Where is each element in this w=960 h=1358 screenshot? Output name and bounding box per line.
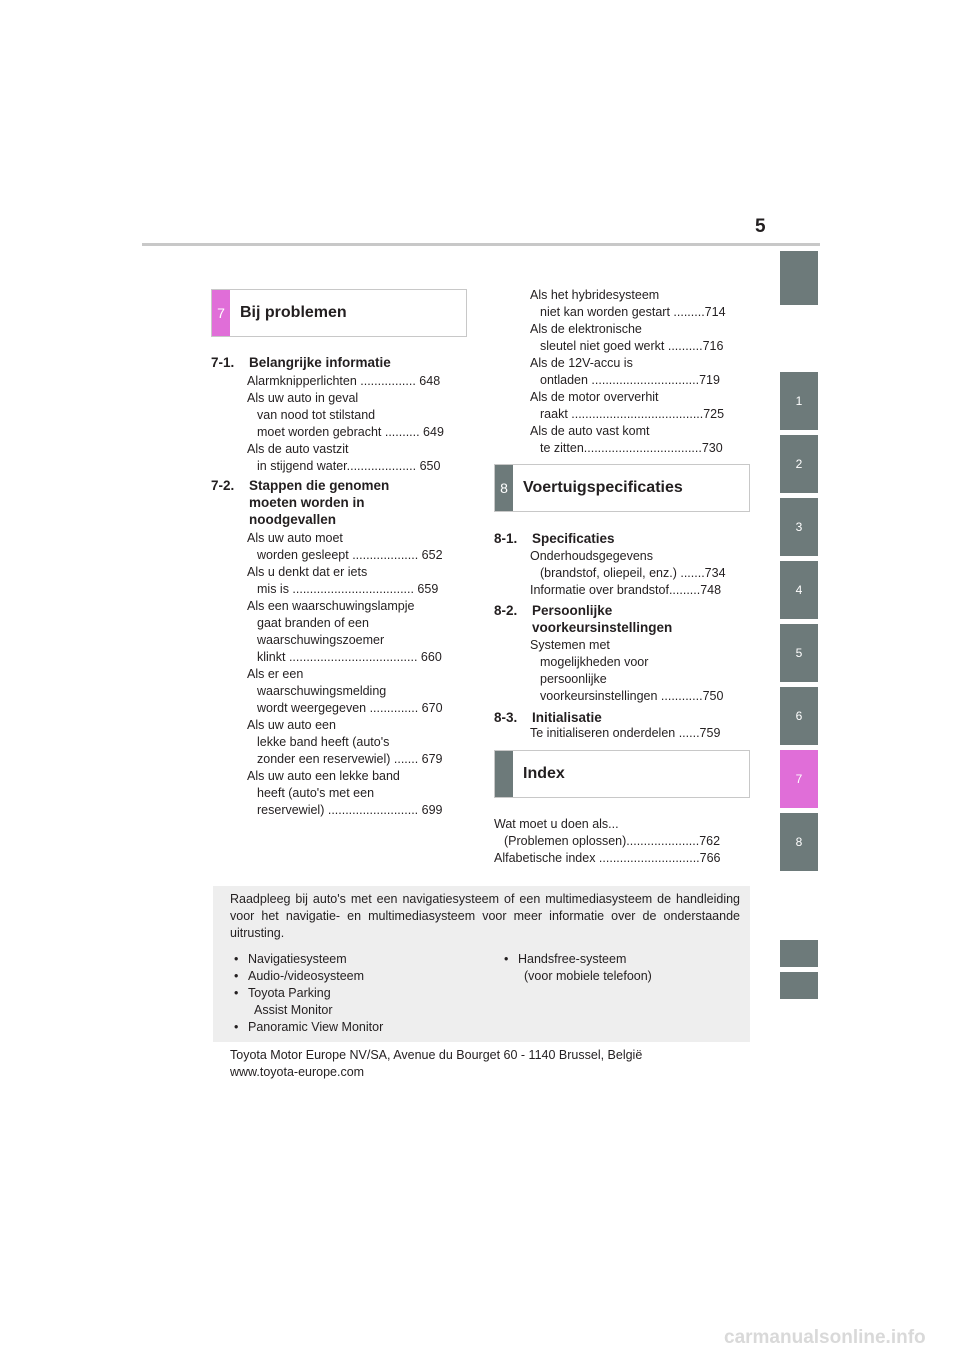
list-item-text: Panoramic View Monitor	[248, 1020, 384, 1034]
side-tab-blank-b[interactable]	[780, 972, 818, 999]
section-number: 8-1.	[494, 531, 518, 546]
page-number: 5	[755, 216, 766, 237]
section-8-1-items	[530, 548, 741, 599]
toc-entry-text: persoonlijke	[540, 672, 607, 686]
toc-entry[interactable]	[247, 390, 458, 441]
top-rule	[142, 243, 820, 246]
toc-entry[interactable]	[247, 666, 458, 717]
toc-entry-text: mogelijkheden voor	[540, 655, 649, 669]
toc-entry-text: zonder een reservewiel) ....... 679	[257, 752, 443, 766]
toc-entry-text: moet worden gebracht .......... 649	[257, 425, 444, 439]
footer	[230, 1047, 740, 1081]
list-item	[234, 968, 474, 985]
index-title: Index	[523, 765, 565, 782]
toc-entry-text: Informatie over brandstof.........748	[530, 583, 722, 597]
toc-entry-text: (brandstof, oliepeil, enz.) .......734	[540, 566, 726, 580]
toc-entry-text: Als een waarschuwingslampje	[247, 599, 415, 613]
list-item	[234, 951, 474, 968]
note-text: Raadpleeg bij auto's met een navigatiesysteem of een multimediasysteem de handleiding voor het navigatie- en multimediasysteem voor meer informatie over de onderstaande uitrusting.	[230, 892, 740, 940]
section-number: 8-2.	[494, 603, 518, 618]
section-number: 7-2.	[211, 478, 235, 493]
note-list-right	[504, 951, 744, 985]
toc-entry[interactable]	[247, 530, 458, 564]
side-tab-label: 3	[795, 520, 803, 534]
side-tab-label: 6	[795, 709, 803, 723]
toc-entry-text: van nood tot stilstand	[257, 408, 376, 422]
index-marker	[495, 751, 513, 797]
section-8-2-items	[530, 637, 741, 705]
toc-entry[interactable]	[247, 441, 458, 475]
footer-address: Toyota Motor Europe NV/SA, Avenue du Bourget 60 - 1140 Brussel, België	[230, 1048, 643, 1062]
chapter-number: 8	[495, 465, 513, 511]
side-tab-blank-a[interactable]	[780, 940, 818, 967]
list-item-text: Audio-/videosysteem	[248, 969, 365, 983]
toc-entry-text: gaat branden of een	[257, 616, 369, 630]
toc-entry-text: sleutel niet goed werkt ..........716	[540, 339, 724, 353]
toc-entry-text: Onderhoudsgegevens	[530, 549, 654, 563]
toc-entry-text: Systemen met	[530, 638, 610, 652]
section-8-2-heading	[494, 602, 741, 636]
toc-entry-text: Als het hybridesysteem	[530, 288, 660, 302]
toc-entry-text: in stijgend water.................... 650	[257, 459, 441, 473]
list-item-text: (voor mobiele telefoon)	[524, 969, 652, 983]
side-tab-label: 1	[795, 394, 803, 408]
toc-entry[interactable]	[247, 717, 458, 768]
index-items	[494, 816, 741, 867]
section-7-1-heading	[211, 354, 458, 371]
side-tab-blank-top[interactable]	[780, 251, 818, 305]
side-tab-5[interactable]	[780, 624, 818, 682]
toc-entry-text: mis is ................................... 659	[257, 582, 439, 596]
section-7-2-items-left	[247, 530, 458, 819]
toc-entry[interactable]	[530, 548, 741, 582]
section-7-2-heading	[211, 477, 458, 528]
toc-entry-text: (Problemen oplossen).....................762	[504, 834, 721, 848]
toc-entry-text: Als er een	[247, 667, 304, 681]
toc-entry-text: reservewiel) .......................... 699	[257, 803, 443, 817]
toc-entry-text: Als uw auto in geval	[247, 391, 359, 405]
toc-entry[interactable]	[530, 389, 741, 423]
section-8-1-heading	[494, 530, 741, 547]
side-tab-label: 2	[795, 457, 803, 471]
toc-entry-text: Als uw auto een lekke band	[247, 769, 400, 783]
toc-entry-text: Als de elektronische	[530, 322, 642, 336]
bullet-icon: •	[504, 952, 509, 966]
side-tab-8[interactable]	[780, 813, 818, 871]
section-title: Belangrijke informatie	[249, 355, 391, 370]
toc-entry[interactable]	[530, 637, 741, 705]
toc-entry[interactable]	[494, 850, 741, 867]
toc-entry-text: raakt ......................................725	[540, 407, 725, 421]
toc-entry[interactable]	[530, 321, 741, 355]
footer-website[interactable]: www.toyota-europe.com	[230, 1065, 365, 1079]
toc-entry-text: niet kan worden gestart .........714	[540, 305, 726, 319]
list-item	[234, 1019, 474, 1036]
toc-entry[interactable]	[247, 373, 458, 390]
toc-entry-text: heeft (auto's met een	[257, 786, 375, 800]
toc-entry[interactable]	[494, 816, 741, 850]
side-tab-6[interactable]	[780, 687, 818, 745]
side-tab-1[interactable]	[780, 372, 818, 430]
toc-entry[interactable]	[530, 355, 741, 389]
section-title: voorkeursinstellingen	[532, 620, 673, 635]
toc-entry-text: Als uw auto moet	[247, 531, 343, 545]
side-tab-label: 7	[795, 772, 803, 786]
section-title: Stappen die genomen	[249, 478, 390, 493]
toc-entry-text: Alarmknipperlichten ................ 648	[247, 374, 441, 388]
note-list-left	[234, 951, 474, 1036]
section-7-2-items-right	[530, 287, 741, 457]
side-tab-label: 4	[795, 583, 803, 597]
toc-entry-text: te zitten..................................730	[540, 441, 723, 455]
side-tab-label: 8	[795, 835, 803, 849]
list-item-text: Handsfree-systeem	[518, 952, 627, 966]
chapter-7-header[interactable]	[211, 289, 467, 337]
side-tab-4[interactable]	[780, 561, 818, 619]
bullet-icon: •	[234, 1020, 239, 1034]
toc-entry[interactable]	[247, 564, 458, 598]
side-tab-3[interactable]	[780, 498, 818, 556]
side-tab-7-active[interactable]	[780, 750, 818, 808]
section-title: moeten worden in	[249, 495, 365, 510]
side-tab-label: 5	[795, 646, 803, 660]
toc-entry-text: waarschuwingsmelding	[257, 684, 387, 698]
side-tab-2[interactable]	[780, 435, 818, 493]
bullet-icon: •	[234, 952, 239, 966]
toc-entry-text: wordt weergegeven .............. 670	[257, 701, 443, 715]
bullet-icon: •	[234, 969, 239, 983]
toc-entry-text: Te initialiseren onderdelen ......759	[530, 726, 721, 740]
toc-entry[interactable]	[530, 423, 741, 457]
toc-entry-text: Wat moet u doen als...	[494, 817, 619, 831]
toc-entry[interactable]	[530, 287, 741, 321]
toc-entry[interactable]	[247, 598, 458, 666]
bullet-icon: •	[234, 986, 239, 1000]
toc-entry[interactable]	[247, 768, 458, 819]
toc-entry[interactable]	[530, 725, 741, 742]
chapter-title: Bij problemen	[240, 304, 347, 321]
toc-entry-text: Als u denkt dat er iets	[247, 565, 368, 579]
list-item	[504, 951, 744, 985]
chapter-8-header[interactable]	[494, 464, 750, 512]
toc-entry-text: Alfabetische index .............................766	[494, 851, 721, 865]
section-number: 8-3.	[494, 710, 518, 725]
toc-entry-text: lekke band heeft (auto's	[257, 735, 390, 749]
list-item	[234, 985, 474, 1019]
section-title: Initialisatie	[532, 710, 602, 725]
chapter-title: Voertuigspecificaties	[523, 479, 683, 496]
list-item-text: Navigatiesysteem	[248, 952, 347, 966]
toc-entry-text: Als uw auto een	[247, 718, 336, 732]
toc-entry-text: Als de auto vastzit	[247, 442, 349, 456]
section-8-3-heading	[494, 709, 741, 726]
list-item-text: Assist Monitor	[254, 1003, 333, 1017]
section-title: noodgevallen	[249, 512, 337, 527]
section-number: 7-1.	[211, 355, 235, 370]
toc-entry-text: Als de motor oververhit	[530, 390, 659, 404]
toc-entry-text: ontladen ...............................719	[540, 373, 720, 387]
list-item-text: Toyota Parking	[248, 986, 331, 1000]
toc-entry-text: klinkt ..................................... 660	[257, 650, 442, 664]
toc-entry-text: Als de 12V-accu is	[530, 356, 633, 370]
toc-entry[interactable]	[530, 582, 741, 599]
chapter-number: 7	[212, 290, 230, 336]
toc-entry-text: worden gesleept ................... 652	[257, 548, 443, 562]
section-title: Persoonlijke	[532, 603, 613, 618]
toc-entry-text: voorkeursinstellingen ............750	[540, 689, 724, 703]
toc-entry-text: Als de auto vast komt	[530, 424, 650, 438]
watermark: carmanualsonline.info	[724, 1327, 926, 1348]
section-7-1-items	[247, 373, 458, 475]
toc-entry-text: waarschuwingszoemer	[257, 633, 385, 647]
section-8-3-items	[530, 725, 741, 742]
section-title: Specificaties	[532, 531, 615, 546]
index-header[interactable]	[494, 750, 750, 798]
